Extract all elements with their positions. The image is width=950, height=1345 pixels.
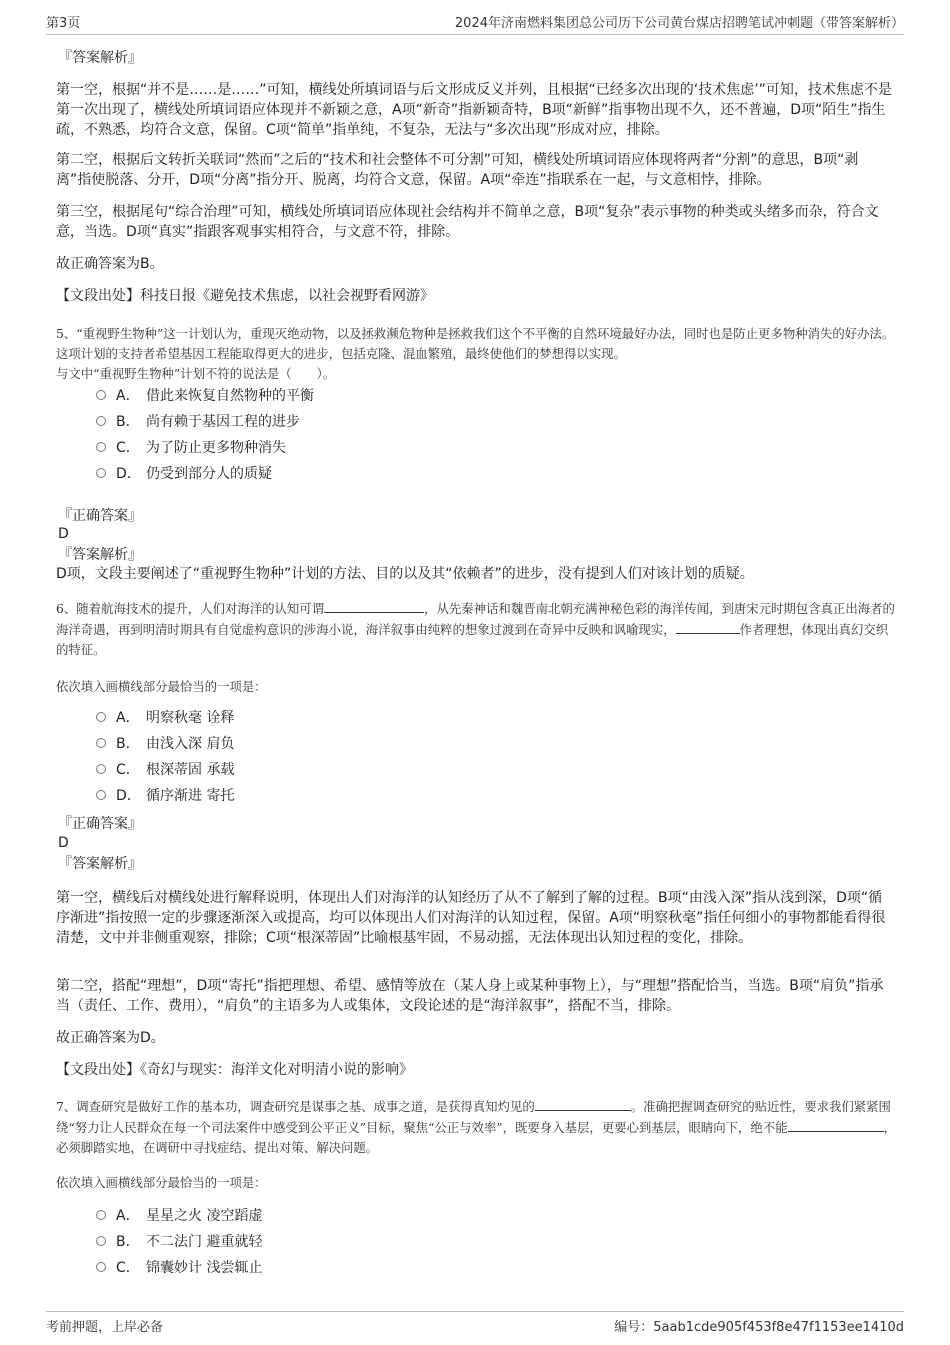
q6-option-a[interactable]: A． 明察秋毫 诠释	[96, 708, 234, 728]
q6-option-b[interactable]: B． 由浅入深 肩负	[96, 734, 234, 754]
q6-source: 【文段出处】《奇幻与现实：海洋文化对明清小说的影响》	[56, 1062, 413, 1078]
q6-analysis-label: 『答案解析』	[58, 856, 142, 872]
radio-icon[interactable]	[96, 442, 106, 452]
q6-hint: 依次填入画横线部分最恰当的一项是：	[56, 679, 267, 694]
q4-analysis-p1: 第一空，根据“并不是……是……”可知，横线处所填词语与后文形成反义并列，且根据“已经多次出现的‘技术焦虑’”可知，技术焦虑不是第一次出现了，横线处所填词语应体现并不新颖之意，A项“新奇”指新颖奇特，B项“新鲜”指事物出现不久，还不普遍，D项“陌生”指生疏，不熟悉，均符合文意，保留。C项“简单”指单纯，不复杂，无法与“多次出现”形成对应，排除。	[56, 82, 892, 138]
blank-1	[324, 598, 424, 613]
q6-analysis-p1: 第一空，横线后对横线处进行解释说明，体现出人们对海洋的认知经历了从不了解到了解的过程。B项“由浅入深”指从浅到深，D项“循序渐进”指按照一定的步骤逐渐深入或提高，均可以体现出人们对海洋的认知过程，保留。A项“明察秋毫”指任何细小的事物都能看得很清楚，文中并非侧重观察，排除；C项“根深蒂固”比喻根基牢固，不易动摇，无法体现出认知过程的变化，排除。	[56, 890, 886, 946]
q4-analysis-p3: 第三空，根据尾句“综合治理”可知，横线处所填词语应体现社会结构并不简单之意，B项“复杂”表示事物的种类或头绪多而杂，符合文意，当选。D项“真实”指跟客观事实相符合，与文意不符，排除。	[56, 204, 879, 240]
q5-analysis-label: 『答案解析』	[58, 547, 142, 563]
q4-conclusion: 故正确答案为B。	[56, 256, 164, 272]
page-number: 第3页	[46, 16, 81, 31]
q7-hint: 依次填入画横线部分最恰当的一项是：	[56, 1175, 267, 1190]
q5-option-b[interactable]: B． 尚有赖于基因工程的进步	[96, 412, 300, 432]
q6-option-d[interactable]: D． 循序渐进 寄托	[96, 786, 234, 806]
blank-2	[676, 619, 740, 634]
q6-conclusion: 故正确答案为D。	[56, 1030, 165, 1046]
q7-option-b[interactable]: B． 不二法门 避重就轻	[96, 1232, 262, 1252]
blank-1	[535, 1096, 631, 1111]
radio-icon[interactable]	[96, 738, 106, 748]
radio-icon[interactable]	[96, 390, 106, 400]
q7-option-c[interactable]: C． 锦囊妙计 浅尝辄止	[96, 1258, 262, 1278]
q4-analysis-label: 『答案解析』	[58, 50, 142, 66]
radio-icon[interactable]	[96, 1210, 106, 1220]
radio-icon[interactable]	[96, 468, 106, 478]
radio-icon[interactable]	[96, 1262, 106, 1272]
q5-option-c[interactable]: C． 为了防止更多物种消失	[96, 438, 286, 458]
radio-icon[interactable]	[96, 712, 106, 722]
q5-option-a[interactable]: A． 借此来恢复自然物种的平衡	[96, 386, 314, 406]
q5-analysis: D项，文段主要阐述了“重视野生物种”计划的方法、目的以及其“依赖者”的进步，没有提到人们对该计划的质疑。	[56, 566, 754, 582]
q5-stem	[56, 324, 896, 384]
document-id: 编号：5aab1cde905f453f8e47f1153ee1410d	[614, 1320, 904, 1335]
q5-stem-text: 5、“重视野生物种”这一计划认为，重现灭绝动物，以及拯救濒危物种是拯救我们这个不平衡的自然环境最好办法，同时也是防止更多物种消失的好办法。这项计划的支持者希望基因工程能取得更大的进步，包括克隆、混血繁殖，最终使他们的梦想得以实现。	[56, 326, 895, 361]
q5-option-d[interactable]: D． 仍受到部分人的质疑	[96, 464, 272, 484]
q5-correct-answer: D	[58, 526, 69, 542]
radio-icon[interactable]	[96, 764, 106, 774]
q7-option-a[interactable]: A． 星星之火 凌空蹈虚	[96, 1206, 262, 1226]
page-header	[46, 10, 904, 35]
blank-2	[788, 1117, 884, 1132]
q5-correct-label: 『正确答案』	[58, 508, 142, 524]
footer-slogan: 考前押题，上岸必备	[46, 1320, 164, 1335]
q6-option-c[interactable]: C． 根深蒂固 承载	[96, 760, 234, 780]
q6-correct-label: 『正确答案』	[58, 816, 142, 832]
q6-stem: 6、随着航海技术的提升，人们对海洋的认知可谓 ，从先秦神话和魏晋南北朝充满神秘色彩的海洋传闻，到唐宋元时期包含真正出海者的海洋奇遇，再到明清时期具有自觉虚构意识的涉海小说，海洋叙事由纯粹的想象过渡到在奇异中反映和讽喻现实， 作者理想，体现出真幻交织的特征。	[56, 598, 896, 660]
q5-question: 与文中“重视野生物种”计划不符的说法是（ ）。	[56, 366, 336, 381]
q6-analysis-p2: 第二空，搭配“理想”，D项“寄托”指把理想、希望、感情等放在（某人身上或某种事物上），与“理想”搭配恰当，当选。B项“肩负”指承当（责任、工作、费用），“肩负”的主语多为人或集体，文段论述的是“海洋叙事”，搭配不当，排除。	[56, 978, 884, 1014]
radio-icon[interactable]	[96, 1236, 106, 1246]
q6-correct-answer: D	[58, 835, 69, 851]
q7-stem: 7、调查研究是做好工作的基本功，调查研究是谋事之基、成事之道，是获得真知灼见的 。准确把握调查研究的贴近性，要求我们紧紧围绕“努力让人民群众在每一个司法案件中感受到公平正义”目标，聚焦“公正与效率”，既要身入基层，更要心到基层，眼睛向下，绝不能 ，必须脚踏实地，在调研中寻找症结、提出对策、解决问题。	[56, 1096, 896, 1158]
radio-icon[interactable]	[96, 790, 106, 800]
radio-icon[interactable]	[96, 416, 106, 426]
document-title: 2024年济南燃料集团总公司历下公司黄台煤店招聘笔试冲刺题（带答案解析）	[454, 16, 904, 31]
q4-analysis-p2: 第二空，根据后文转折关联词“然而”之后的“技术和社会整体不可分割”可知，横线处所填词语应体现将两者“分割”的意思，B项“剥离”指使脱落、分开，D项“分离”指分开、脱离，均符合文意，保留。A项“牵连”指联系在一起，与文意相悖，排除。	[56, 152, 859, 188]
q4-source: 【文段出处】科技日报《避免技术焦虑，以社会视野看网游》	[56, 288, 434, 304]
page-footer	[46, 1311, 904, 1338]
